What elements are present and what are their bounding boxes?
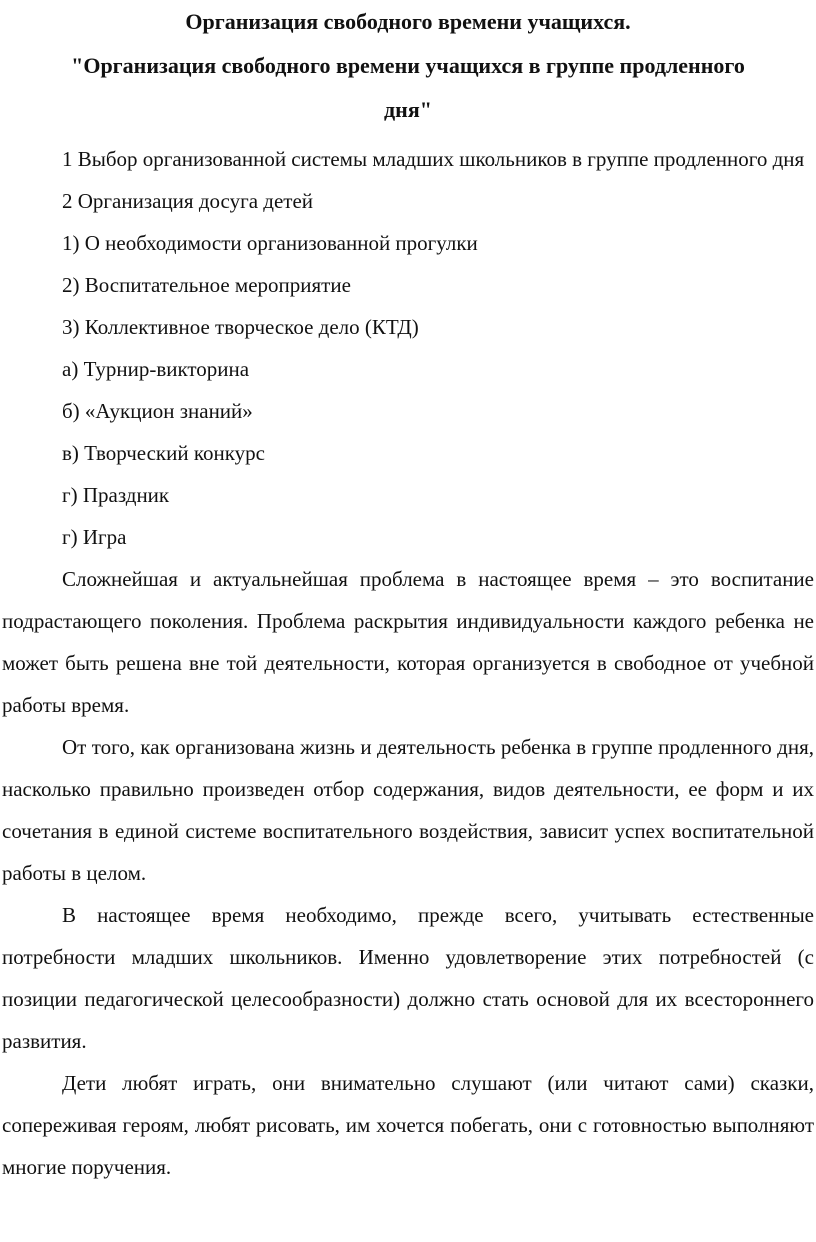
outline-item-7: б) «Аукцион знаний»: [62, 399, 253, 423]
paragraph-4: Дети любят играть, они внимательно слушают (или читают сами) сказки, сопереживая героям, любят рисовать, им хочется побегать, они с готовностью выполняют многие поручения.: [2, 1071, 814, 1179]
document-title: Организация свободного времени учащихся.: [185, 9, 631, 34]
outline-item-2: 2 Организация досуга детей: [62, 189, 314, 213]
outline-item-8: в) Творческий конкурс: [62, 441, 265, 465]
paragraph-2: От того, как организована жизнь и деятельность ребенка в группе продленного дня, насколько правильно произведен отбор содержания, видов деятельности, ее форм и их сочетания в единой системе воспитательного воздействия, зависит успех воспитательной работы в целом.: [2, 735, 814, 885]
outline-item-9: г) Праздник: [62, 483, 170, 507]
document-subtitle: "Организация свободного времени учащихся в группе продленного дня": [71, 53, 745, 122]
outline-item-10: г) Игра: [62, 525, 127, 549]
outline-item-4: 2) Воспитательное мероприятие: [62, 273, 351, 297]
outline-item-3: 1) О необходимости организованной прогулки: [62, 231, 478, 255]
outline-item-6: а) Турнир-викторина: [62, 357, 250, 381]
outline-item-1: 1 Выбор организованной системы младших школьников в группе продленного дня: [62, 147, 805, 171]
paragraph-3: В настоящее время необходимо, прежде всего, учитывать естественные потребности младших школьников. Именно удовлетворение этих потребностей (с позиции педагогической целесообразности) должно стать основой для их всестороннего развития.: [2, 903, 814, 1053]
paragraph-1: Сложнейшая и актуальнейшая проблема в настоящее время – это воспитание подрастающего поколения. Проблема раскрытия индивидуальности каждого ребенка не может быть решена вне той деятельности, которая организуется в свободное от учебной работы время.: [2, 567, 814, 717]
outline-item-5: 3) Коллективное творческое дело (КТД): [62, 315, 419, 339]
